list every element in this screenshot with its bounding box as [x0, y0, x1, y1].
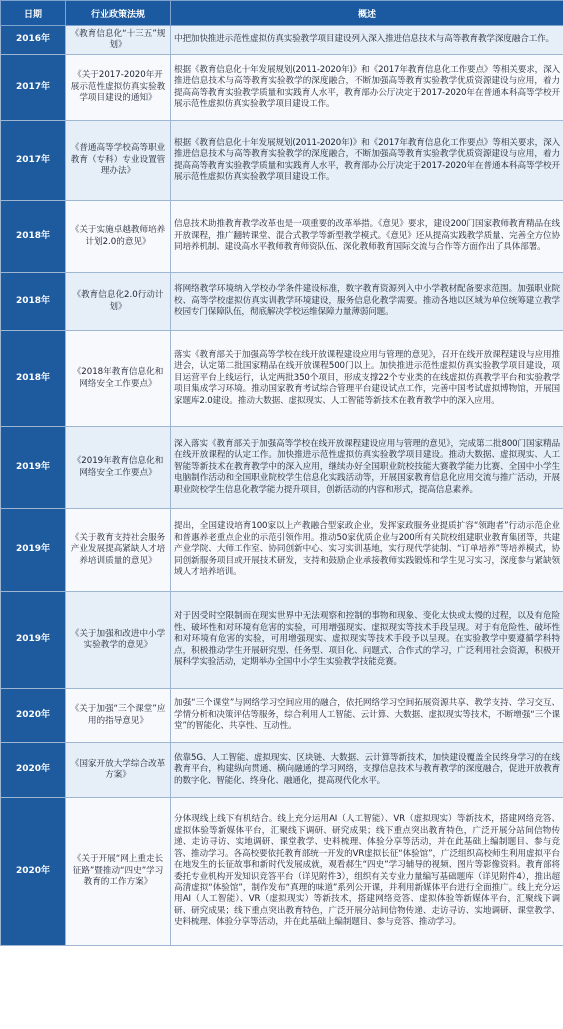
year-cell: 2018年 — [1, 201, 66, 273]
policy-cell: 《教育信息化“十三五”规划》 — [66, 26, 171, 55]
summary-cell: 依靠5G、人工智能、虚拟现实、区块链、大数据、云计算等新技术，加快建设覆盖全民终身学习的在线教育平台，构建纵向贯通、横向融通的学习网络，支撑信息技术与教育教学的深度融合，促进开放教育的数字化、智能化、终身化、融通化，提高现代化水平。 — [171, 743, 563, 798]
year-cell: 2017年 — [1, 55, 66, 121]
year-cell: 2020年 — [1, 798, 66, 946]
policy-cell: 《关于开展“网上重走长征路”暨推动“四史”学习教育的工作方案》 — [66, 798, 171, 946]
policy-cell: 《教育信息化2.0行动计划》 — [66, 273, 171, 331]
summary-cell: 信息技术助推教育教学改革也是一项重要的改革举措。《意见》要求，建设200门国家教师教育精品在线开放课程，推广翻转课堂、混合式教学等新型教学模式。《意见》还从提高实践教学质量、完善全方位协同培养机制、建设高水平教师教育师资队伍、深化教师教育国际交流与合作等方面作出了具体部署。 — [171, 201, 563, 273]
policy-cell: 《关于实施卓越教师培养计划2.0的意见》 — [66, 201, 171, 273]
policy-cell: 《2018年教育信息化和网络安全工作要点》 — [66, 331, 171, 427]
summary-cell: 根据《教育信息化十年发展规划(2011-2020年)》和《2017年教育信息化工作要点》等相关要求，深入推进信息技术与高等教育实验教学的深度融合，不断加强高等教育实验教学优质资源建设与应用，着力提高高等教育实验教学质量和实践育人水平，教育部办公厅决定于2017-2020年在普通本科高等学校开展示范性虚拟仿真实验教学项目建设工作。 — [171, 55, 563, 121]
year-cell: 2019年 — [1, 592, 66, 689]
year-cell: 2019年 — [1, 427, 66, 509]
summary-cell: 提出，全国建设培育100家以上产教融合型家政企业，发挥家政服务业提质扩容“领跑者”行动示范企业和普惠养老重点企业的示范引领作用。推动50家优质企业与200所有关院校组建职业教育集团等，共建产业学院、大师工作室、协同创新中心、实习实训基地，实行现代学徒制、“订单培养”等培养模式，协同创新服务项目或开展技术研发，支持和鼓励企业承接教师实践锻炼和学生见习实习，深度参与紧缺领域人才培养培训。 — [171, 509, 563, 592]
year-cell: 2017年 — [1, 121, 66, 201]
table-row — [1, 121, 563, 201]
table-row — [1, 331, 563, 427]
policy-cell: 《国家开放大学综合改革方案》 — [66, 743, 171, 798]
policy-cell: 《关于2017-2020年开展示范性虚拟仿真实验教学项目建设的通知》 — [66, 55, 171, 121]
table-row — [1, 592, 563, 689]
year-cell: 2020年 — [1, 743, 66, 798]
year-cell: 2019年 — [1, 509, 66, 592]
year-cell: 2018年 — [1, 273, 66, 331]
table-row — [1, 509, 563, 592]
year-cell: 2016年 — [1, 26, 66, 55]
year-cell: 2020年 — [1, 689, 66, 743]
summary-cell: 落实《教育部关于加强高等学校在线开放课程建设应用与管理的意见》，召开在线开放课程建设与应用推进会，认定第二批国家精品在线开放课程500门以上。加快推进示范性虚拟仿真实验教学项目建设，项目运营平台上线运行，认定两批350个项目，形成支撑22个专业类的在线虚拟仿真教学平台和实验教学项目集成学习环境。推动国家教育考试综合管理平台建设试点工作，完善中国考试虚拟博物馆，开展国家题库2.0建设。推动大数据、虚拟现实、人工智能等新技术在教育教学中的深入应用。 — [171, 331, 563, 427]
summary-cell: 根据《教育信息化十年发展规划(2011-2020年)》和《2017年教育信息化工作要点》等相关要求，深入推进信息技术与高等教育实验教学的深度融合，不断加强高等教育实验教学优质资源建设与应用，着力提高高等教育实验教学质量和实践育人水平，教育部办公厅决定于2017-2020年在普通本科高等学校开展示范性虚拟仿真实验教学项目建设工作。 — [171, 121, 563, 201]
table-row — [1, 26, 563, 55]
table-row — [1, 743, 563, 798]
summary-cell: 分体现线上线下有机结合。线上充分运用AI（人工智能）、VR（虚拟现实）等新技术，搭建网络竞答、虚拟体验等新媒体平台，汇聚线下调研、研究成果；线下重点突出教育特色，广泛开展分站间信物传递、走访寻访、实地调研、课堂教学、史料梳理、体验分享等活动，并在此基础上编制题目、参与竞答、推动学习。各高校要依托教育部统一开发的VR虚拟长征“体验馆”，广泛组织高校师生利用虚拟平台在地发生的长征故事和新时代发展成就，观看郝生“四史”学习辅导的视频、图片等影像资料。教育部将委托专业机构开发知识竞答平台（详见附件3），组织有关专业力量编写基础题库（详见附件4），推出超高清虚拟“体验馆”，制作发布“真理的味道”系列公开课，并利用新媒体平台进行全面推广。线上充分运用AI（人工智能）、VR（虚拟现实）等新技术，搭建网络竞答、虚拟体验等新媒体平台，汇聚线下调研、研究成果；线下重点突出教育特色，广泛开展分站间信物传递、走访寻访、实地调研、课堂教学、史料梳理、体验分享等活动，并在此基础上编制题目、参与竞答、推动学习。 — [171, 798, 563, 946]
summary-cell: 对于因受时空限制而在现实世界中无法观察和控制的事物和现象、变化太快或太慢的过程，以及有危险性、破坏性和对环境有危害的实验，可用增强现实、虚拟现实等技术手段呈现。对于有危险性、破坏性和对环境有危害的实验，可用增强现实、虚拟现实等技术手段予以呈现。在实验教学中要遵循学科特点，积极推动学生开展研究型、任务型、项目化、问题式、合作式的学习，广泛利用社会资源，积极开展科学实验活动，定期举办全国中小学生实验教学技能竞赛。 — [171, 592, 563, 689]
policy-cell: 《关于加强“三个课堂”应用的指导意见》 — [66, 689, 171, 743]
header-policy: 行业政策法规 — [66, 1, 171, 26]
summary-cell: 中把加快推进示范性虚拟仿真实验教学项目建设列入深入推进信息技术与高等教育教学深度融合工作。 — [171, 26, 563, 55]
summary-cell: 将网络教学环境纳入学校办学条件建设标准，数字教育资源列入中小学教材配备要求范围。加强职业院校、高等学校虚拟仿真实训教学环境建设，服务信息化教学需要。推动各地以区域为单位统筹建立教学校园专门保障队伍，彻底解决学校运维保障力量薄弱问题。 — [171, 273, 563, 331]
table-row — [1, 201, 563, 273]
table-row — [1, 798, 563, 946]
summary-cell: 加强“三个课堂”与网络学习空间应用的融合，依托网络学习空间拓展资源共享、教学支持、学习交互、学情分析和决策评估等服务，综合利用人工智能、云计算、大数据、虚拟现实等技术，不断增强“三个课堂”的智能化、共享性、互动性。 — [171, 689, 563, 743]
summary-cell: 深入落实《教育部关于加强高等学校在线开放课程建设应用与管理的意见》，完成第二批800门国家精品在线开放课程的认定工作。加快推进示范性虚拟仿真实验教学项目建设。推动大数据、虚拟现实、人工智能等新技术在教育教学中的深入应用，继续办好全国职业院校技能大赛教学能力比赛、全国中小学生电脑制作活动和全国职业院校学生信息化实践活动等，开展国家教育信息化应用交流与推广活动，开展职业院校学生信息化教学能力提升项目，创新活动的内容和形式，提高信息素养。 — [171, 427, 563, 509]
policy-cell: 《关于加强和改进中小学实验教学的意见》 — [66, 592, 171, 689]
table-header-row — [1, 1, 563, 26]
table-row — [1, 273, 563, 331]
policy-cell: 《普通高等学校高等职业教育（专科）专业设置管理办法》 — [66, 121, 171, 201]
policy-cell: 《关于教育支持社会服务产业发展提高紧缺人才培养培训质量的意见》 — [66, 509, 171, 592]
header-summary: 概述 — [171, 1, 563, 26]
table-row — [1, 689, 563, 743]
year-cell: 2018年 — [1, 331, 66, 427]
policy-cell: 《2019年教育信息化和网络安全工作要点》 — [66, 427, 171, 509]
table-row — [1, 427, 563, 509]
table-row — [1, 55, 563, 121]
header-year: 日期 — [1, 1, 66, 26]
